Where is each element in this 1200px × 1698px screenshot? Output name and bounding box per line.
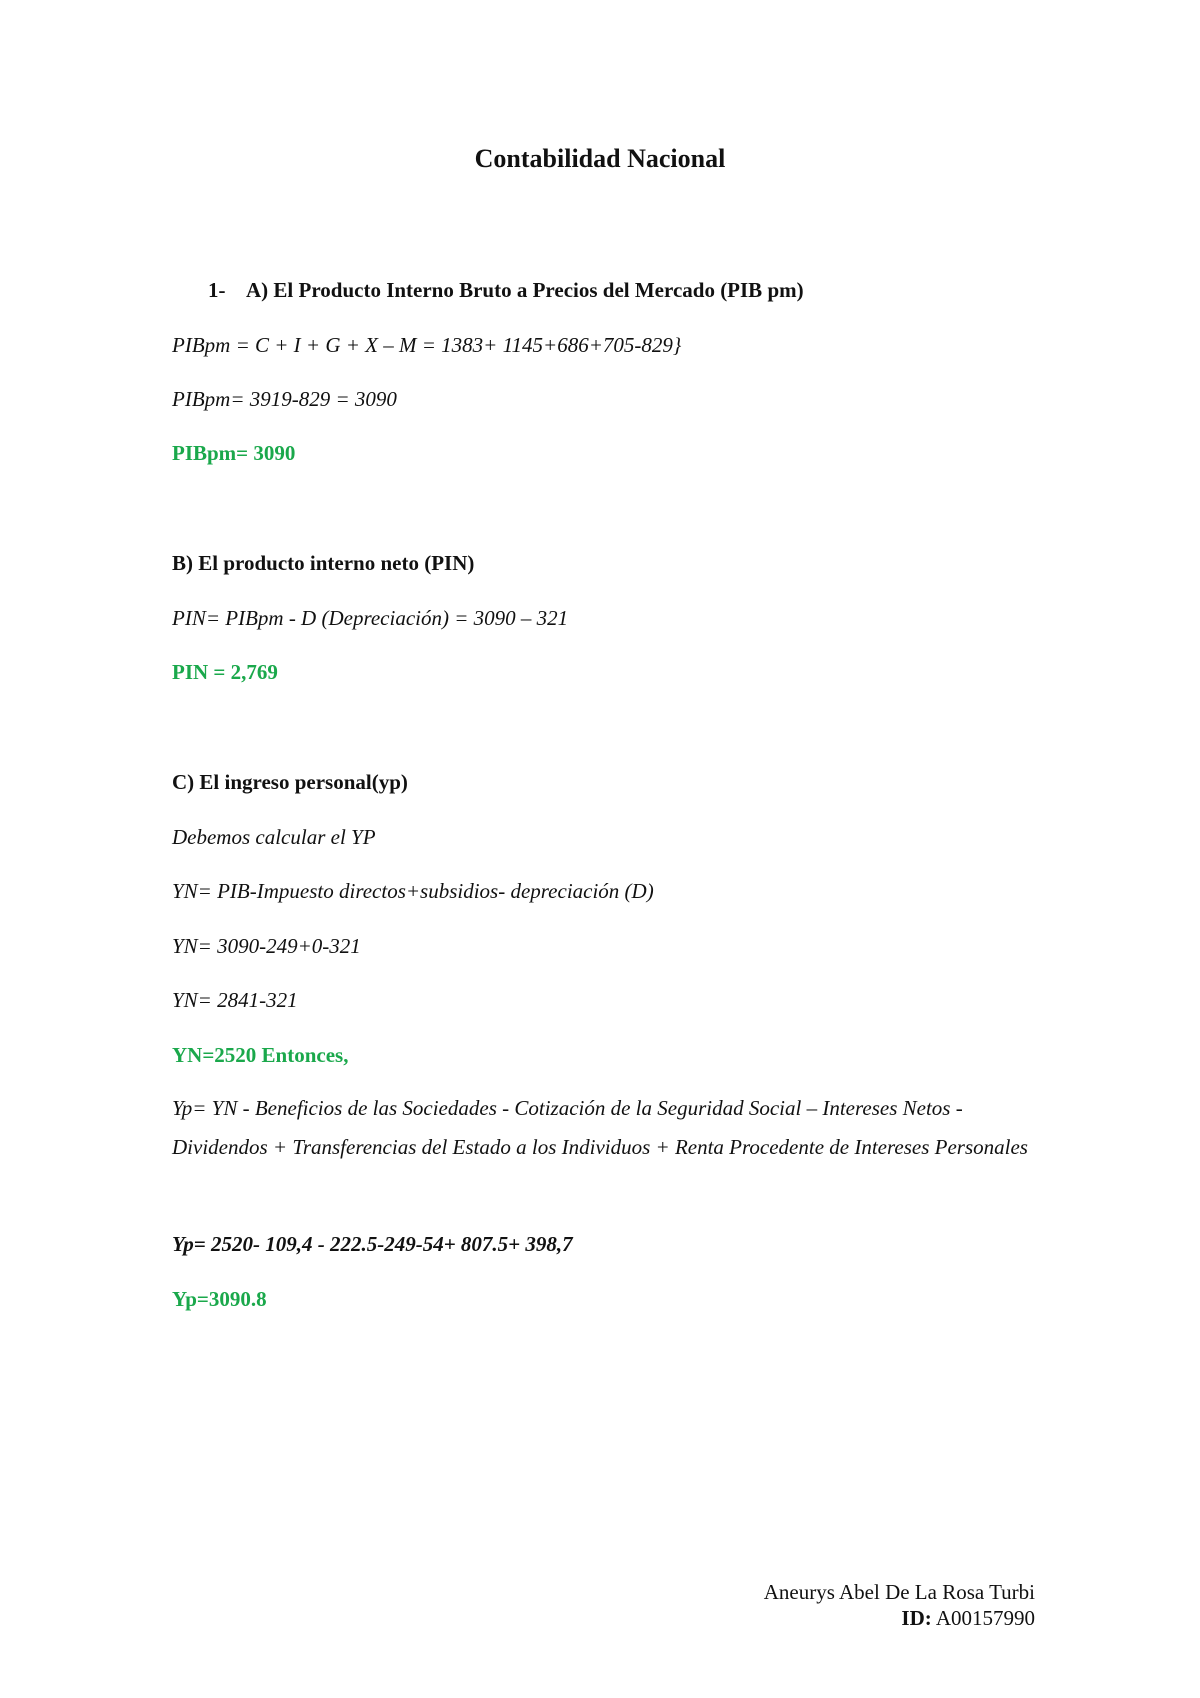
section-c-formula-long: Yp= YN - Beneficios de las Sociedades - Cotización de la Seguridad Social – Intereses Netos - Dividendos + Transferencias del Estado a los Individuos + Renta Procedente de Intereses Personales xyxy=(172,1096,1028,1159)
document-title: Contabilidad Nacional xyxy=(474,144,726,173)
student-id xyxy=(901,1606,1035,1631)
section-a-formula-1: PIBpm = C + I + G + X – M = 1383+ 1145+686+705-829} xyxy=(172,333,682,357)
section-b-result: PIN = 2,769 xyxy=(172,660,278,684)
section-c-line-1: Debemos calcular el YP xyxy=(172,825,376,849)
student-id-label: ID: xyxy=(901,1606,932,1630)
section-c-heading: C) El ingreso personal(yp) xyxy=(172,770,408,794)
section-a-heading: A) El Producto Interno Bruto a Precios del Mercado (PIB pm) xyxy=(246,278,804,302)
section-b-heading: B) El producto interno neto (PIN) xyxy=(172,551,475,575)
section-a-formula-2: PIBpm= 3919-829 = 3090 xyxy=(172,387,397,411)
section-b-formula: PIN= PIBpm - D (Depreciación) = 3090 – 321 xyxy=(172,606,569,630)
section-c-line-4: YN= 2841-321 xyxy=(172,988,298,1012)
section-c-result-2: Yp=3090.8 xyxy=(172,1287,267,1311)
author-name: Aneurys Abel De La Rosa Turbi xyxy=(763,1580,1035,1604)
section-c-formula-values: Yp= 2520- 109,4 - 222.5-249-54+ 807.5+ 398,7 xyxy=(172,1232,573,1256)
section-c-result-1: YN=2520 Entonces, xyxy=(172,1043,349,1067)
section-c-line-2: YN= PIB-Impuesto directos+subsidios- depreciación (D) xyxy=(172,879,654,903)
student-id-value: A00157990 xyxy=(935,1606,1035,1630)
section-a-result: PIBpm= 3090 xyxy=(172,441,296,465)
section-c-line-3: YN= 3090-249+0-321 xyxy=(172,934,361,958)
item-number: 1- xyxy=(208,278,226,302)
